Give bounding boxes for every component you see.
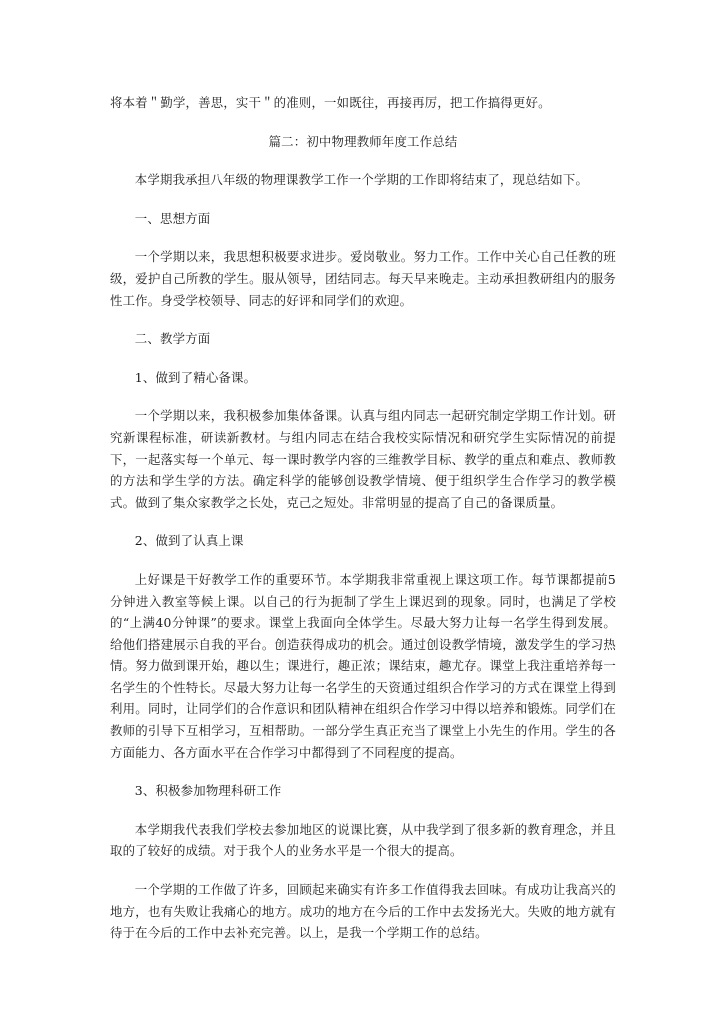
subheading-research: 3、积极参加物理科研工作 [134,783,282,799]
section-heading-teaching: 二、教学方面 [134,331,211,347]
class-teaching-paragraph: 上好课是干好教学工作的重要环节。本学期我非常重视上课这项工作。每节课都提前5分钟进入教室等候上课。以自己的行为扼制了学生上课迟到的现象。同时，也满足了学校的“上满40分钟课”的要求。课堂上我面向全体学生。尽最大努力让每一名学生得到发展。给他们搭建展示自我的平台。创造获得成功的机会。通过创设教学情境，激发学生的学习热情。努力做到课开始，趣以生；课进行，趣正浓；课结束，趣尤存。课堂上我注重培养每一名学生的个性特长。尽最大努力让每一名学生的天资通过组织合作学习的方式在课堂上得到利用。同时，让同学们的合作意识和团队精神在组织合作学习中得以培养和锻炼。同学们在教师的引导下互相学习，互相帮助。一部分学生真正充当了课堂上小先生的作用。学生的各方面能力、各方面水平在合作学习中都得到了不同程度的提高。 [110,571,616,760]
opening-paragraph: 本学期我承担八年级的物理课教学工作一个学期的工作即将结束了，现总结如下。 [134,172,589,188]
subheading-lesson-prep: 1、做到了精心备课。 [134,369,257,385]
thought-paragraph: 一个学期以来，我思想积极要求进步。爱岗敬业。努力工作。工作中关心自己任教的班级，爱护自己所教的学生。服从领导，团结同志。每天早来晚走。主动承担教研组内的服务性工作。身受学校领导、同志的好评和同学们的欢迎。 [110,249,616,308]
document-page [110,92,616,944]
intro-line: 将本着＂勤学，善思，实干＂的准则，一如既往，再接再厉，把工作搞得更好。 [110,95,551,110]
subheading-class-teaching: 2、做到了认真上课 [134,533,244,549]
research-paragraph: 本学期我代表我们学校去参加地区的说课比赛，从中我学到了很多新的教育理念，并且取的了较好的成绩。对于我个人的业务水平是一个很大的提高。 [110,821,616,859]
document-title: 篇二：初中物理教师年度工作总结 [268,133,458,149]
section-heading-thought: 一、思想方面 [134,210,211,226]
closing-paragraph: 一个学期的工作做了许多，回顾起来确实有许多工作值得我去回味。有成功让我高兴的地方，也有失败让我痛心的地方。成功的地方在今后的工作中去发扬光大。失败的地方就有待于在今后的工作中去补充完善。以上，是我一个学期工作的总结。 [110,882,616,941]
lesson-prep-paragraph: 一个学期以来，我积极参加集体备课。认真与组内同志一起研究制定学期工作计划。研究新课程标准，研读新教材。与组内同志在结合我校实际情况和研究学生实际情况的前提下，一起落实每一个单元、每一课时教学内容的三维教学目标、教学的重点和难点、教师教的方法和学生学的方法。确定科学的能够创设教学情境、便于组织学生合作学习的教学模式。做到了集众家教学之长处，克己之短处。非常明显的提高了自己的备课质量。 [110,408,616,510]
